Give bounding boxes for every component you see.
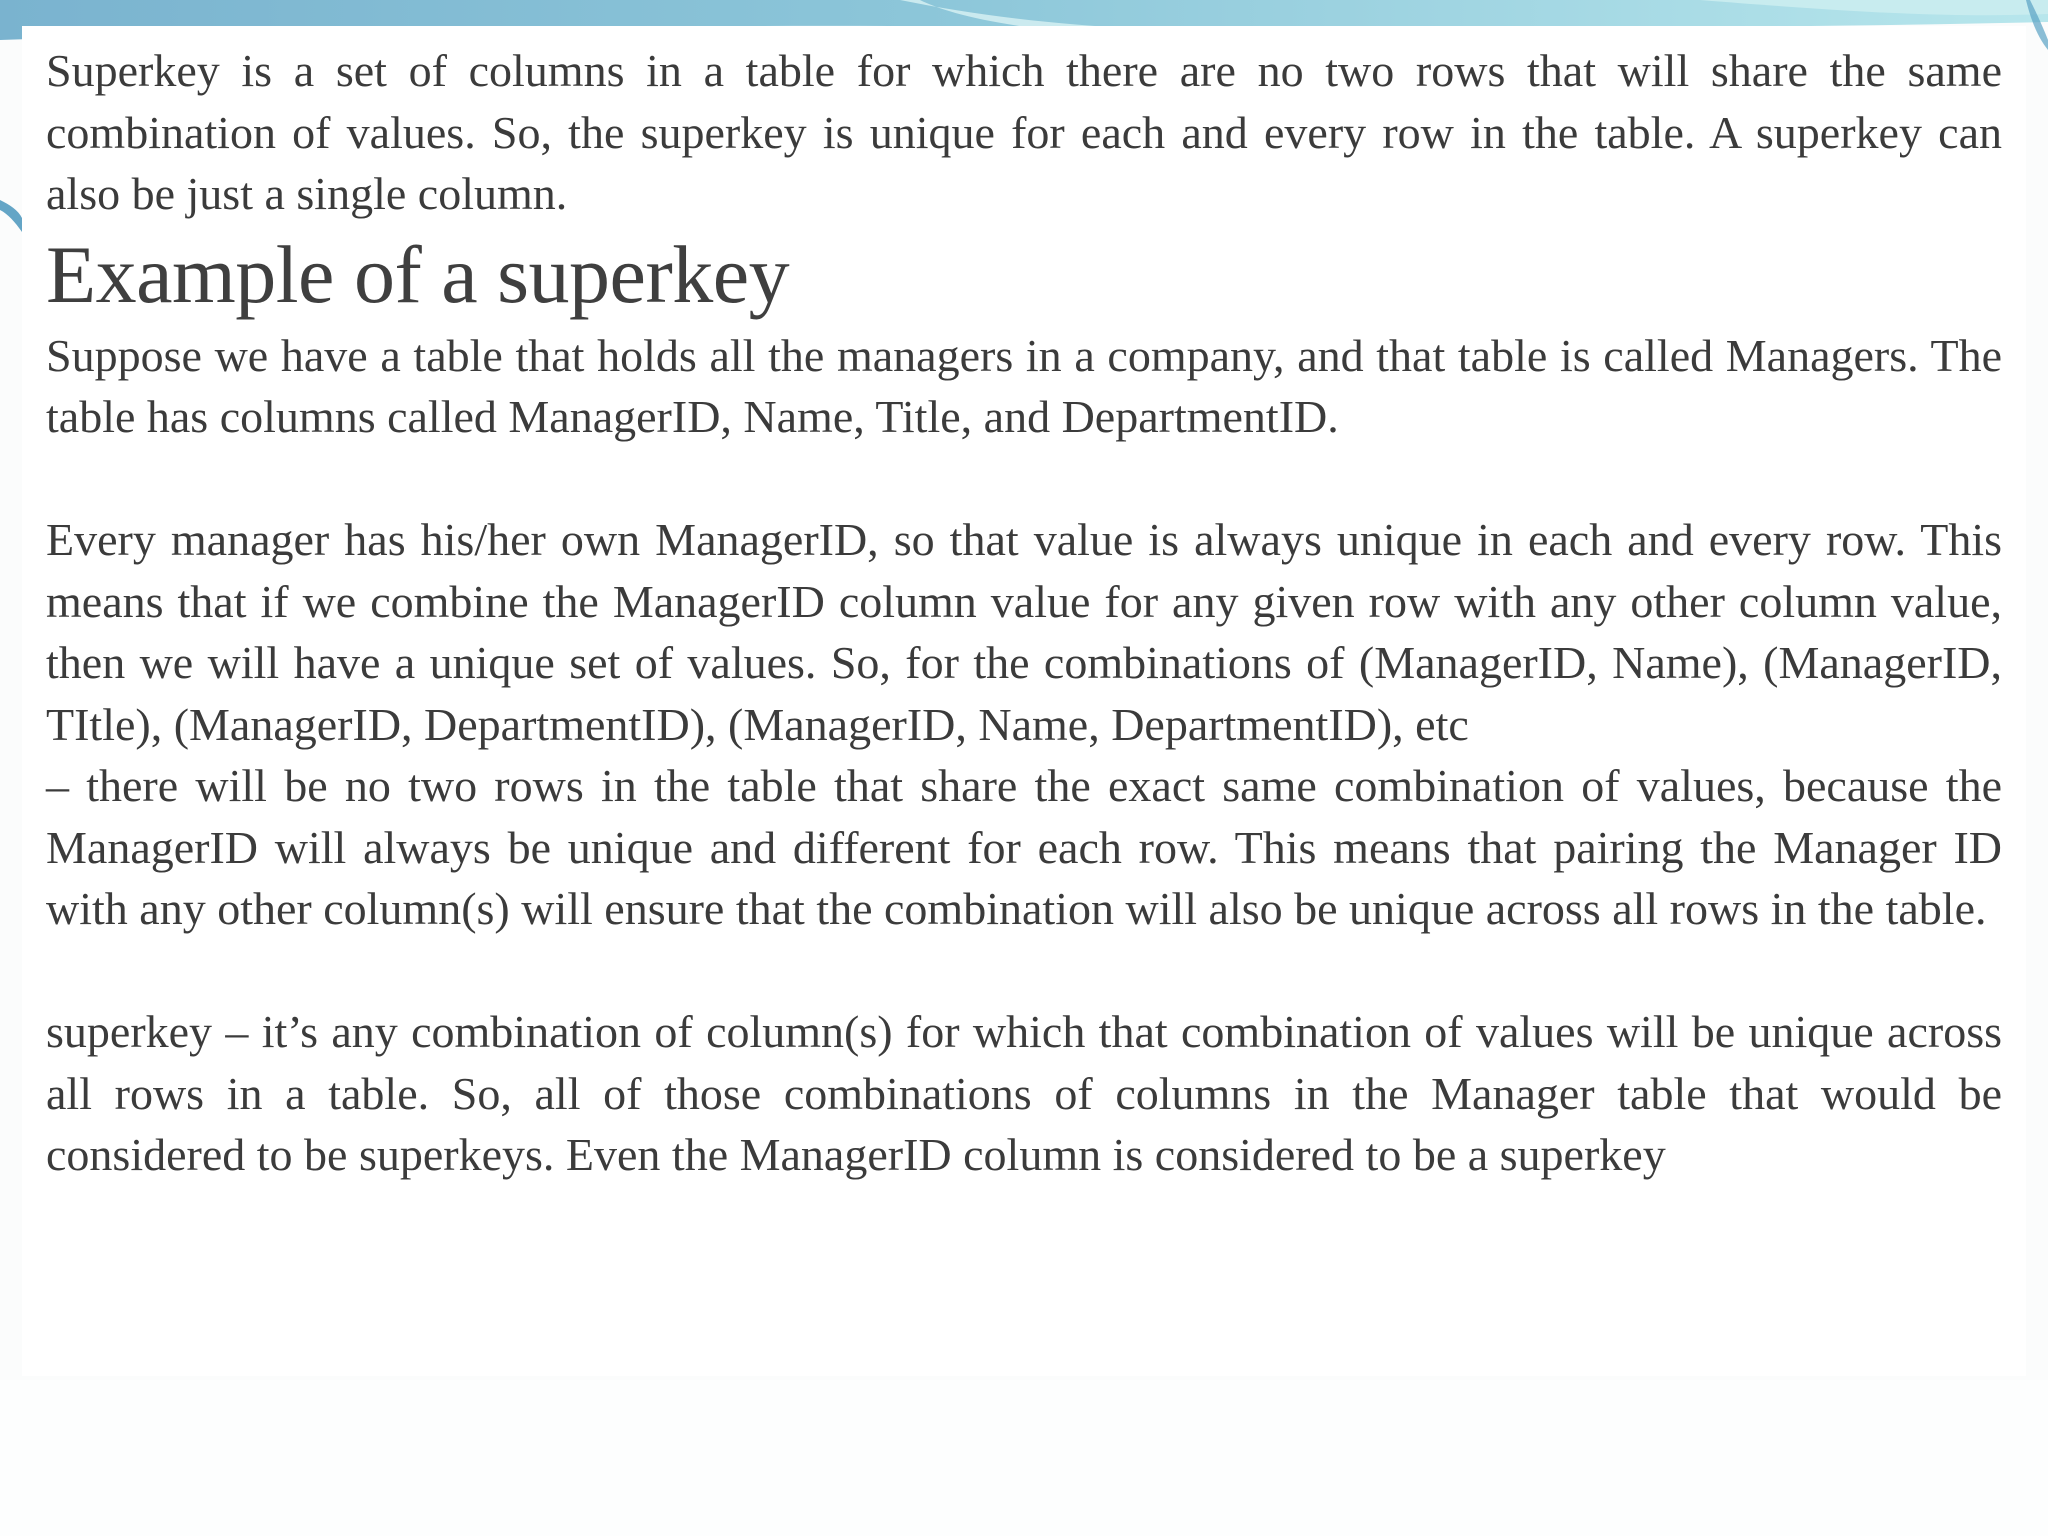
section-heading: Example of a superkey [46,228,790,320]
slide-content [46,40,2002,1186]
paragraph-spacer [46,940,2002,1002]
paragraph-no-duplicate-rows: – there will be no two rows in the table that share the exact same combination of values, because the ManagerID will always be unique and different for each row. This means that pairing the Manager ID with any other column(s) will ensure that the combination will also be unique across all rows in the table. [46,760,2002,934]
paragraph-managers-table: Suppose we have a table that holds all the managers in a company, and that table is called Managers. The table has columns called ManagerID, Name, Title, and DepartmentID. [46,329,2002,442]
paragraph-managerid-unique: Every manager has his/her own ManagerID, so that value is always unique in each and every row. This means that if we combine the ManagerID column value for any given row with any other column value, then we will have a unique set of values. So, for the combinations of (ManagerID, Name), (ManagerID, TItle), (ManagerID, DepartmentID), (ManagerID, Name, DepartmentID), etc [46,514,2002,750]
bottom-fade [0,1380,2048,1536]
paragraph-superkey-definition: superkey – it’s any combination of column(s) for which that combination of values will be unique across all rows in a table. So, all of those combinations of columns in the Manager table that would be considered to be superkeys. Even the ManagerID column is considered to be a superkey [46,1006,2002,1180]
intro-paragraph: Superkey is a set of columns in a table for which there are no two rows that will share the same combination of values. So, the superkey is unique for each and every row in the table. A superkey can also be just a single column. [46,45,2002,219]
paragraph-spacer [46,448,2002,510]
